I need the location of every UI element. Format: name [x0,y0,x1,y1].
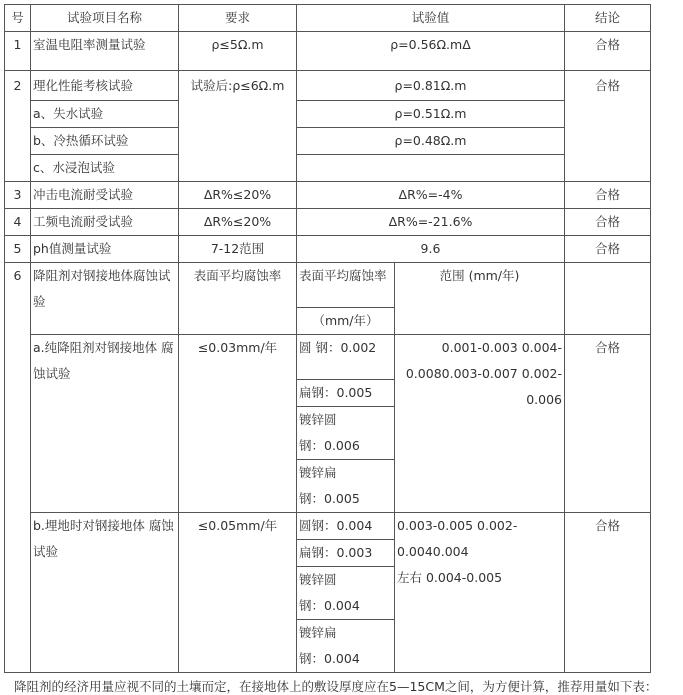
row-6b-item-line1: b.埋地时对钢接地体 腐蚀 [33,518,174,533]
footer-note: 降阻剂的经济用量应视不同的土壤而定，在接地体上的敷设厚度应在5—15CM之间，为方便计算，推荐用量如下表： [14,679,658,694]
row-6b-item [30,512,178,672]
row-2-conclusion: 合格 [564,70,650,181]
row-2-value: ρ=0.81Ω.m [296,70,564,100]
row-4-conclusion: 合格 [564,208,650,235]
row-6a-item [30,334,178,512]
row-2-requirement: 试验后:ρ≤6Ω.m [178,70,296,181]
row-6b-flat-steel: 扁钢：0.003 [296,539,394,566]
row-6-item [30,262,178,334]
row-6-value-header: 表面平均腐蚀率 [296,262,394,307]
row-2-sub-b-value: ρ=0.48Ω.m [296,127,564,154]
row-2-sub-a-item: a、失水试验 [30,100,178,127]
row-6b-galv-round-line1: 镀锌圆 [299,572,337,587]
row-4-value: ΔR%=-21.6% [296,208,564,235]
row-6a-flat-steel: 扁钢：0.005 [296,379,394,406]
row-6-range-header: 范围 (mm/年) [394,262,564,334]
row-6a-range [394,334,564,512]
row-3-conclusion: 合格 [564,181,650,208]
row-5-no: 5 [4,235,30,262]
row-6a-range-line2: 0.0080.003-0.007 0.002- [405,366,562,381]
row-6a-round-steel: 圆 钢：0.002 [296,334,394,379]
row-6-item-line2: 验 [33,294,46,309]
header-item: 试验项目名称 [30,4,178,31]
row-3-value: ΔR%=-4% [296,181,564,208]
row-3-item: 冲击电流耐受试验 [30,181,178,208]
header-requirement: 要求 [178,4,296,31]
row-6a-galv-flat [296,459,394,512]
row-6a-requirement: ≤0.03mm/年 [178,334,296,512]
row-6b-conclusion: 合格 [564,512,650,672]
row-6a-galv-flat-line2: 钢：0.005 [299,491,360,506]
row-1-conclusion: 合格 [564,31,650,70]
row-6-item-line1: 降阻剂对钢接地体腐蚀试 [33,268,171,283]
row-2-item: 理化性能考核试验 [30,70,178,100]
row-2-sub-c-item: c、水浸泡试验 [30,154,178,181]
row-2-no: 2 [4,70,30,181]
row-6b-round-steel: 圆钢：0.004 [296,512,394,539]
row-2-sub-a-value: ρ=0.51Ω.m [296,100,564,127]
row-1-item: 室温电阻率测量试验 [30,31,178,70]
row-2-sub-b-item: b、冷热循环试验 [30,127,178,154]
row-6a-galv-flat-line1: 镀锌扁 [299,465,337,480]
row-4-item: 工频电流耐受试验 [30,208,178,235]
row-5-value: 9.6 [296,235,564,262]
row-6b-range-line3: 左右 0.004-0.005 [397,570,503,585]
row-6-no: 6 [4,262,30,672]
table-bottom-border [4,672,651,673]
row-6-value-unit: （mm/年） [296,307,394,334]
row-6b-range-line2: 0.0040.004 [397,544,469,559]
row-6b-item-line2: 试验 [33,544,59,559]
row-6b-range-line1: 0.003-0.005 0.002- [397,518,518,533]
row-4-no: 4 [4,208,30,235]
row-6b-galv-round [296,566,394,619]
row-6a-galv-round-line1: 镀锌圆 [299,412,337,427]
row-6a-item-line2: 蚀试验 [33,366,71,381]
row-5-conclusion: 合格 [564,235,650,262]
row-6a-item-line1: a.纯降阻剂对钢接地体 腐 [33,340,174,355]
header-no: 号 [4,4,30,31]
row-4-requirement: ΔR%≤20% [178,208,296,235]
table-right-border [650,4,651,672]
row-6b-galv-flat [296,619,394,672]
row-6a-galv-round-line2: 钢：0.006 [299,438,360,453]
row-6a-range-line1: 0.001-0.003 0.004- [441,340,562,355]
row-6-conclusion-header [564,262,650,334]
row-6a-galv-round [296,406,394,459]
row-6a-range-line3: 0.006 [526,392,562,407]
row-6b-requirement: ≤0.05mm/年 [178,512,296,672]
row-6b-galv-round-line2: 钢：0.004 [299,598,360,613]
row-3-requirement: ΔR%≤20% [178,181,296,208]
row-1-value: ρ=0.56Ω.mΔ [296,31,564,70]
row-6b-galv-flat-line1: 镀锌扁 [299,625,337,640]
row-3-no: 3 [4,181,30,208]
header-value: 试验值 [296,4,564,31]
row-6-requirement: 表面平均腐蚀率 [178,262,296,334]
row-5-requirement: 7-12范围 [178,235,296,262]
row-6a-conclusion: 合格 [564,334,650,512]
row-2-sub-c-value [296,154,564,181]
header-conclusion: 结论 [564,4,650,31]
row-6b-range [394,512,564,672]
row-1-requirement: ρ≤5Ω.m [178,31,296,70]
row-6b-galv-flat-line2: 钢：0.004 [299,651,360,666]
row-1-no: 1 [4,31,30,70]
row-5-item: ph值测量试验 [30,235,178,262]
